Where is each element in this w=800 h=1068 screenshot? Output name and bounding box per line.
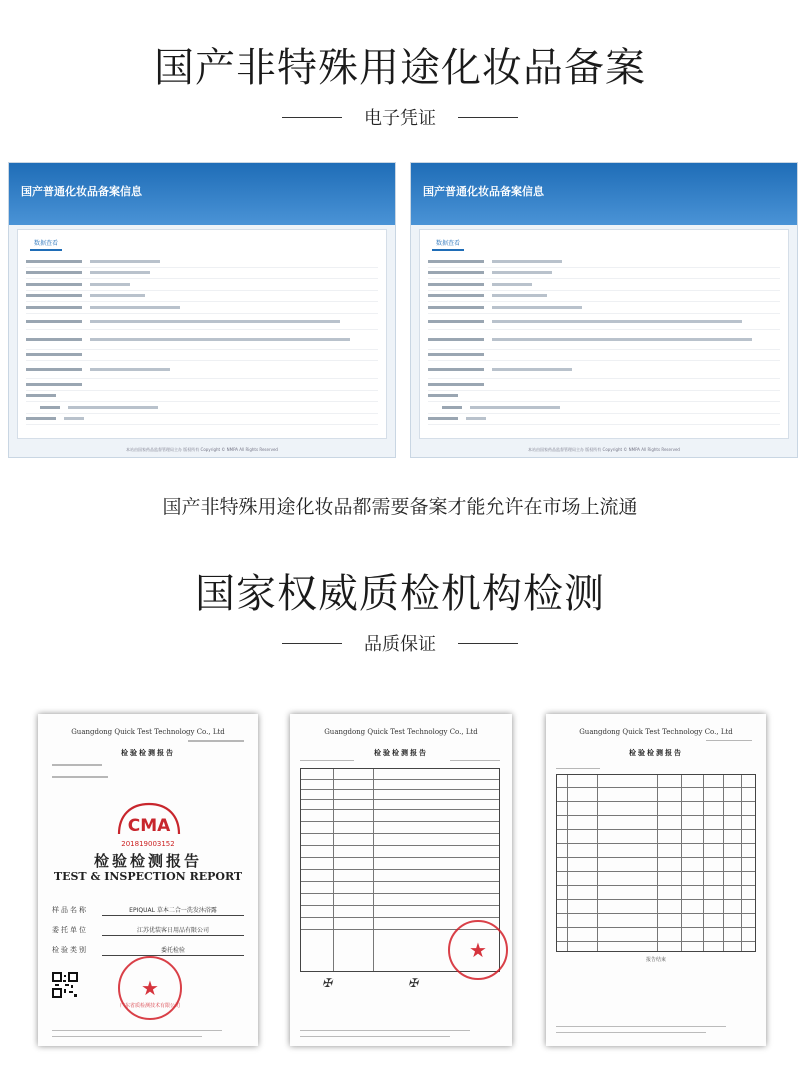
qr-code-icon (52, 972, 78, 998)
record-rows (26, 256, 378, 425)
report-end-text: 报告结束 (645, 957, 666, 963)
divider-right (458, 117, 518, 118)
section-subtitle-row-filing (0, 104, 800, 130)
section-subtitle-inspection: 品质保证 (364, 634, 436, 655)
section-title-inspection: 国家权威质检机构检测 (195, 571, 605, 617)
record-footer: 本站由国家药品监督管理局主办 版权所有 Copyright © NMPA All Rights Reserved (528, 447, 680, 452)
red-seal-stamp: ★ 广东省质检测技术有限公司 (118, 956, 182, 1020)
divider-left (282, 117, 342, 118)
record-header-title: 国产普通化妆品备案信息 (423, 185, 544, 198)
filing-caption: 国产非特殊用途化妆品都需要备案才能允许在市场上流通 (162, 496, 638, 518)
cover-field-type: 检验类别 委托检验 (52, 940, 244, 960)
divider-left (282, 643, 342, 644)
record-panel (419, 229, 789, 439)
report-title: 检验检测报告 (374, 749, 428, 757)
record-header-title: 国产普通化妆品备案信息 (21, 185, 142, 198)
divider-right (458, 643, 518, 644)
record-rows (428, 256, 780, 425)
report-title: 检验检测报告 (121, 749, 175, 757)
cover-field-client: 委托单位 江苏优装客日用品有限公司 (52, 920, 244, 940)
cma-text: CMA (127, 816, 171, 836)
section-subtitle-filing: 电子凭证 (364, 108, 436, 129)
cover-heading-en: TEST & INSPECTION REPORT (53, 870, 243, 883)
report-company: Guangdong Quick Test Technology Co., Ltd (324, 728, 478, 736)
cma-logo (116, 802, 182, 836)
cma-number: 201819003152 (121, 840, 175, 848)
signature-2: ✠ (408, 976, 419, 990)
signature-1: ✠ (322, 976, 333, 990)
cover-fields (52, 900, 244, 960)
record-tab: 数据查看 (432, 236, 464, 251)
cover-heading-cn: 检验检测报告 (93, 852, 202, 870)
filing-record-screenshot-2 (410, 162, 798, 458)
red-seal-stamp: ★ (448, 920, 508, 980)
report-company: Guangdong Quick Test Technology Co., Ltd (71, 728, 225, 736)
record-header-bar (411, 163, 797, 225)
inspection-report-results (546, 714, 766, 1046)
record-tab: 数据查看 (30, 236, 62, 251)
filing-record-screenshot-1 (8, 162, 396, 458)
inspection-report-details (290, 714, 512, 1046)
report-title: 检验检测报告 (629, 749, 683, 757)
report-results-table (556, 774, 756, 952)
inspection-report-cover (38, 714, 258, 1046)
section-subtitle-row-inspection (0, 630, 800, 656)
record-header-bar (9, 163, 395, 225)
report-company: Guangdong Quick Test Technology Co., Ltd (579, 728, 733, 736)
record-footer: 本站由国家药品监督管理局主办 版权所有 Copyright © NMPA All Rights Reserved (126, 447, 278, 452)
record-panel (17, 229, 387, 439)
section-title-filing: 国产非特殊用途化妆品备案 (154, 45, 646, 91)
cover-field-sample: 样品名称 EPIQUAL 草本二合一洗发沐浴露 (52, 900, 244, 920)
